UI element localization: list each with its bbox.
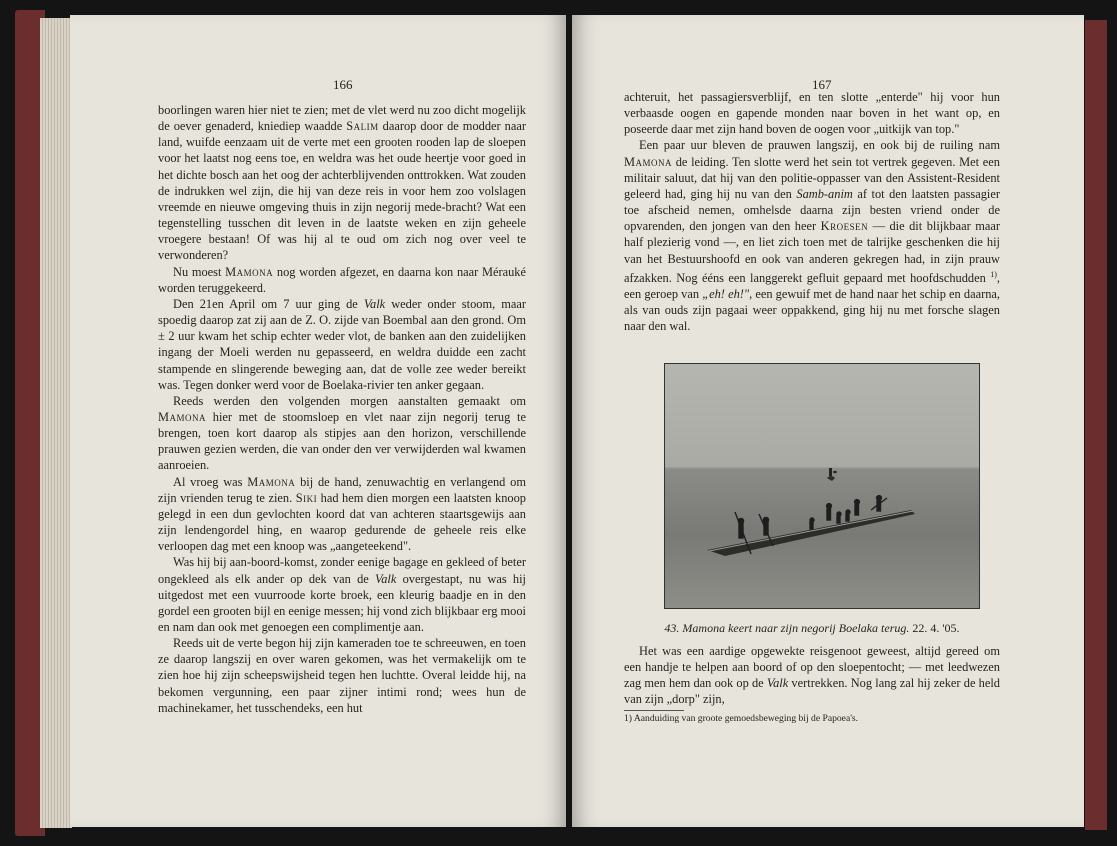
paragraph: Het was een aardige opgewekte reisgenoot geweest, altijd gereed om een handje te helpen aan boord of op den sloepentocht; — met leedwezen zag men hem dan ook op de Valk vertrekken. Nog lang zal hij zeker de held van zijn „dorp" zijn, xyxy=(624,644,1000,707)
paragraph: boorlingen waren hier niet te zien; met de vlet werd nu zoo dicht mogelijk de oever genaderd, kniediep waadde Salim daarop door de modder naar land, wuifde eenzaam uit de verte met een grooten rooden lap de sloepen voor het laatst nog eens toe, en weldra was het oude heertje voor goed in het dichte bosch aan het oog der achterblijvenden onttrokken. Wat zouden de indrukken wel zijn, die hij van deze reis in voor hem zoo volslagen vreemde en nieuwe omgeving thuis in zijn negorij mede-bracht? Wat een tegenstelling tusschen dit leven in de laatste weken en zijn geheele vroegere bestaan! Of was hij al te oud om zich nog over veel te verwonderen? xyxy=(158,103,526,263)
paragraph: Reeds werden den volgenden morgen aanstalten gemaakt om Mamona hier met de stoomsloep en vlet naar zijn negorij terug te brengen, toen kort daarop als stipjes aan den horizon, verschillende prauwen gezien werden, die van onder den ver verwijderden wal kwamen aanroeien. xyxy=(158,393,526,473)
right-page xyxy=(572,15,1084,827)
figure-caption xyxy=(624,621,1000,636)
page-edges xyxy=(40,18,72,828)
paragraph: Reeds uit de verte begon hij zijn kameraden toe te schreeuwen, en toen ze daarop langszij en over waren gekomen, was het vermakelijk om te zien hoe hij zijn scheepswijsheid tegen hen luchtte. Overal leidde hij, na bekomen vergunning, een paar zijner intimi rond; wees hun de machinekamer, het tusschendeks, een hut xyxy=(158,636,526,715)
photograph-canoe xyxy=(664,363,980,609)
caption-title: Mamona keert naar zijn negorij Boelaka terug. xyxy=(682,621,910,635)
page-number: 167 xyxy=(812,77,832,92)
paragraph: Was hij bij aan-boord-komst, zonder eenige bagage en gekleed of beter ongekleed als elk ander op dek van de Valk overgestapt, nu was hij uitgedost met een vuurroode korte broek, een kleurig baadje en in den gordel een grooten bijl en eenige messen; hij vond zich blijkbaar erg mooi en nam dan ook met genoegen een complimentje aan. xyxy=(158,555,526,634)
left-page xyxy=(70,15,566,827)
paragraph: achteruit, het passagiersverblijf, en ten slotte „enterde" hij voor hun verbaasde oogen en gapende monden naar boven in het want op, en poseerde daar met zijn hand boven de oogen voor „uitkijk van top." xyxy=(624,90,1000,137)
canoe-scene-illustration xyxy=(665,364,979,608)
body-text xyxy=(158,102,526,716)
caption-number: 43. xyxy=(664,621,680,635)
body-text xyxy=(624,89,1000,334)
footnote: 1) Aanduiding van groote gemoedsbeweging bij de Papoea's. xyxy=(624,713,859,724)
caption-date: 22. 4. '05. xyxy=(912,621,960,635)
body-text xyxy=(624,643,1000,708)
paragraph: Den 21en April om 7 uur ging de Valk weder onder stoom, maar spoedig daarop zat zij aan de Z. O. zijde van Boembal aan den grond. Om ± 2 uur kwam het schip echter weder vlot, de banken aan den zuidelijken ingang der Moeli werden nu gepasseerd, en weldra duidde een zacht stampende en slingerende beweging aan, dat de volle zee weder bereikt was. Tegen donker werd voor de Boelaka-rivier ten anker gegaan. xyxy=(158,296,527,392)
footnote-divider xyxy=(624,710,684,711)
paragraph: Al vroeg was Mamona bij de hand, zenuwachtig en verlangend om zijn vrienden terug te zien. Siki had hem dien morgen een laatsten knoop gelegd in een dun gevlochten koord dat van achteren staartsgewijs aan zijn lendengordel hing, en waarop gedurende de geheele reis elke verloopen dag met een knoop was „aangeteekend". xyxy=(158,474,527,554)
page-number: 166 xyxy=(333,77,353,92)
paragraph: Een paar uur bleven de prauwen langszij, en ook bij de ruiling nam Mamona de leiding. Ten slotte werd het sein tot vertrek gegeven. Met een militair saluut, dat hij van den politie-oppasser van den Assistent-Resident geleerd had, ging hij nu van den Samb-anim af tot den laatsten passagier toe afscheid nemen, omhelsde daarna zijn besten vriend onder de opvarenden, den jongen van den heer Kroesen — die dit blijkbaar maar half plezierig vond —, en liet zich toen met de talrijke geschenken die hij van het Bestuurshoofd en ook van anderen gekregen had, in zijn prauw afzakken. Nog ééns een langgerekt gefluit gepaard met hoofdschudden $^{1)}$, een geroep van „eh! eh!", een gewuif met de hand naar het schip en daarna, als van ouds zijn pagaai weer oppakkend, ging hij nu met forsche slagen naar den wal. xyxy=(624,138,1000,334)
paragraph: Nu moest Mamona nog worden afgezet, en daarna kon naar Mérauké worden teruggekeerd. xyxy=(158,264,526,295)
book-cover-right xyxy=(1085,20,1107,830)
